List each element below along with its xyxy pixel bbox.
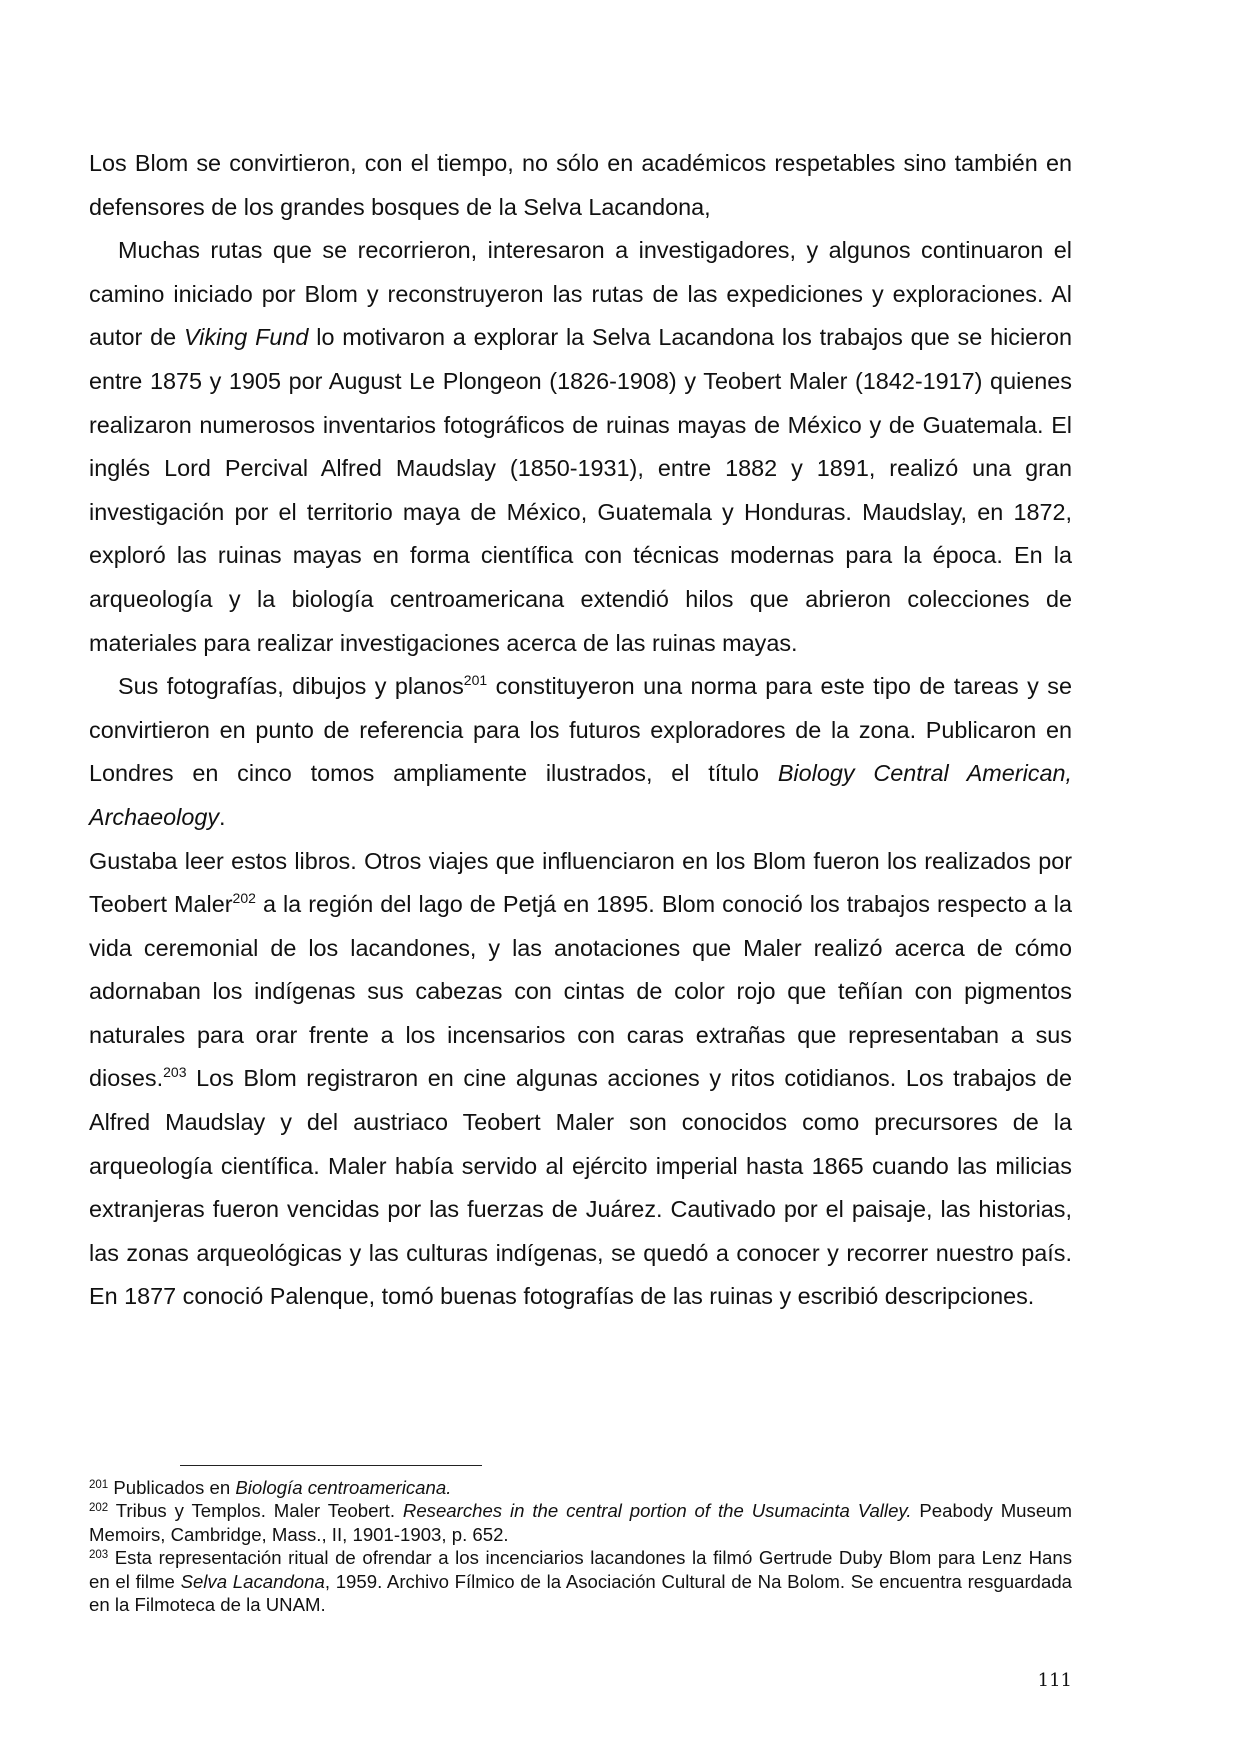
paragraph-3-text-d: . [219, 803, 226, 830]
paragraph-2 [89, 229, 1072, 665]
paragraph-2-text-a: Muchas rutas que se recorrieron, interesaron a investigadores, y algunos continuaron el camino iniciado por Blom y reconstruyeron las rutas de las expediciones y exploraciones. Al autor de [89, 237, 1072, 351]
paragraph-4-text-a: Gustaba leer estos libros. Otros viajes que influenciaron en los Blom fueron los realizados por Teobert Maler [89, 847, 1072, 918]
footnote-italic: Biología centroamericana. [235, 1477, 452, 1498]
paragraph-1 [89, 142, 1072, 229]
footnote-ref-203[interactable]: 203 [163, 1064, 187, 1081]
footnote-ref-202[interactable]: 202 [232, 890, 256, 907]
footnote-text: , 1959. Archivo Fílmico de la Asociación Cultural de Na Bolom. Se encuentra resguardada en la Filmoteca de la UNAM. [89, 1570, 1073, 1616]
footnote-201 [89, 1476, 1072, 1499]
paragraph-4-text-b: a la región del lago de Petjá en 1895. Blom conoció los trabajos respecto a la vida ceremonial de los lacandones, y las anotaciones que Maler realizó acerca de cómo adornaban los indígenas sus cabezas con cintas de color rojo que teñían con pigmentos naturales para orar frente a los incensarios con caras extrañas que representaban a sus dioses. [89, 891, 1072, 1092]
body-text [89, 142, 1072, 1319]
paragraph-3-italic-title: Biology Central American, Archaeology [89, 760, 1072, 830]
paragraph-4 [89, 840, 1072, 1320]
footnote-203 [89, 1546, 1072, 1616]
page-number: 111 [1037, 1670, 1072, 1691]
footnote-202 [89, 1499, 1072, 1546]
paragraph-4-text-c: Los Blom registraron en cine algunas acciones y ritos cotidianos. Los trabajos de Alfred Maudslay y del austriaco Teobert Maler son conocidos como precursores de la arqueología científica. Maler había servido al ejército imperial hasta 1865 cuando las milicias extranjeras fueron vencidas por las fuerzas de Juárez. Cautivado por el paisaje, las historias, las zonas arqueológicas y las culturas indígenas, se quedó a conocer y recorrer nuestro país. En 1877 conoció Palenque, tomó buenas fotografías de las ruinas y escribió descripciones. [89, 1065, 1072, 1310]
footnote-separator [180, 1465, 482, 1466]
footnote-italic: Researches in the central portion of the Usumacinta Valley. [402, 1500, 912, 1522]
paragraph-2-italic-title: Viking Fund [183, 324, 309, 351]
footnotes [89, 1476, 1072, 1616]
paragraph-3-text-a: Sus fotografías, dibujos y planos [118, 673, 464, 700]
paragraph-1-text: Los Blom se convirtieron, con el tiempo, no sólo en académicos respetables sino también en defensores de los grandes bosques de la Selva Lacandona, [89, 150, 1072, 220]
footnote-ref-201[interactable]: 201 [463, 672, 488, 689]
footnote-text: Esta representación ritual de ofrendar a los incenciarios lacandones la filmó Gertrude Duby Blom para Lenz Hans en el filme [89, 1547, 1072, 1592]
paragraph-3 [89, 665, 1072, 839]
footnote-text: Publicados en [108, 1477, 236, 1498]
footnote-number: 203 [89, 1549, 109, 1562]
paragraph-3-text-b: constituyeron una norma para este tipo de tareas y se convirtieron en punto de referencia para los futuros exploradores de la zona. Publicaron en Londres en cinco tomos ampliamente ilustrados, el título [89, 673, 1072, 787]
footnote-number: 201 [89, 1479, 109, 1491]
footnote-text: Tribus y Templos. Maler Teobert. [108, 1500, 403, 1522]
paragraph-2-text-c: lo motivaron a explorar la Selva Lacandona los trabajos que se hicieron entre 1875 y 1905 por August Le Plongeon (1826-1908) y Teobert Maler (1842-1917) quienes realizaron numerosos inventarios fotográficos de ruinas mayas de México y de Guatemala. El inglés Lord Percival Alfred Maudslay (1850-1931), entre 1882 y 1891, realizó una gran investigación por el territorio maya de México, Guatemala y Honduras. Maudslay, en 1872, exploró las ruinas mayas en forma científica con técnicas modernas para la época. En la arqueología y la biología centroamericana extendió hilos que abrieron colecciones de materiales para realizar investigaciones acerca de las ruinas mayas. [89, 324, 1072, 656]
footnote-number: 202 [89, 1502, 109, 1515]
footnote-italic: Selva Lacandona [180, 1570, 325, 1592]
footnote-text: Peabody Museum Memoirs, Cambridge, Mass., II, 1901-1903, p. 652. [89, 1500, 1072, 1545]
